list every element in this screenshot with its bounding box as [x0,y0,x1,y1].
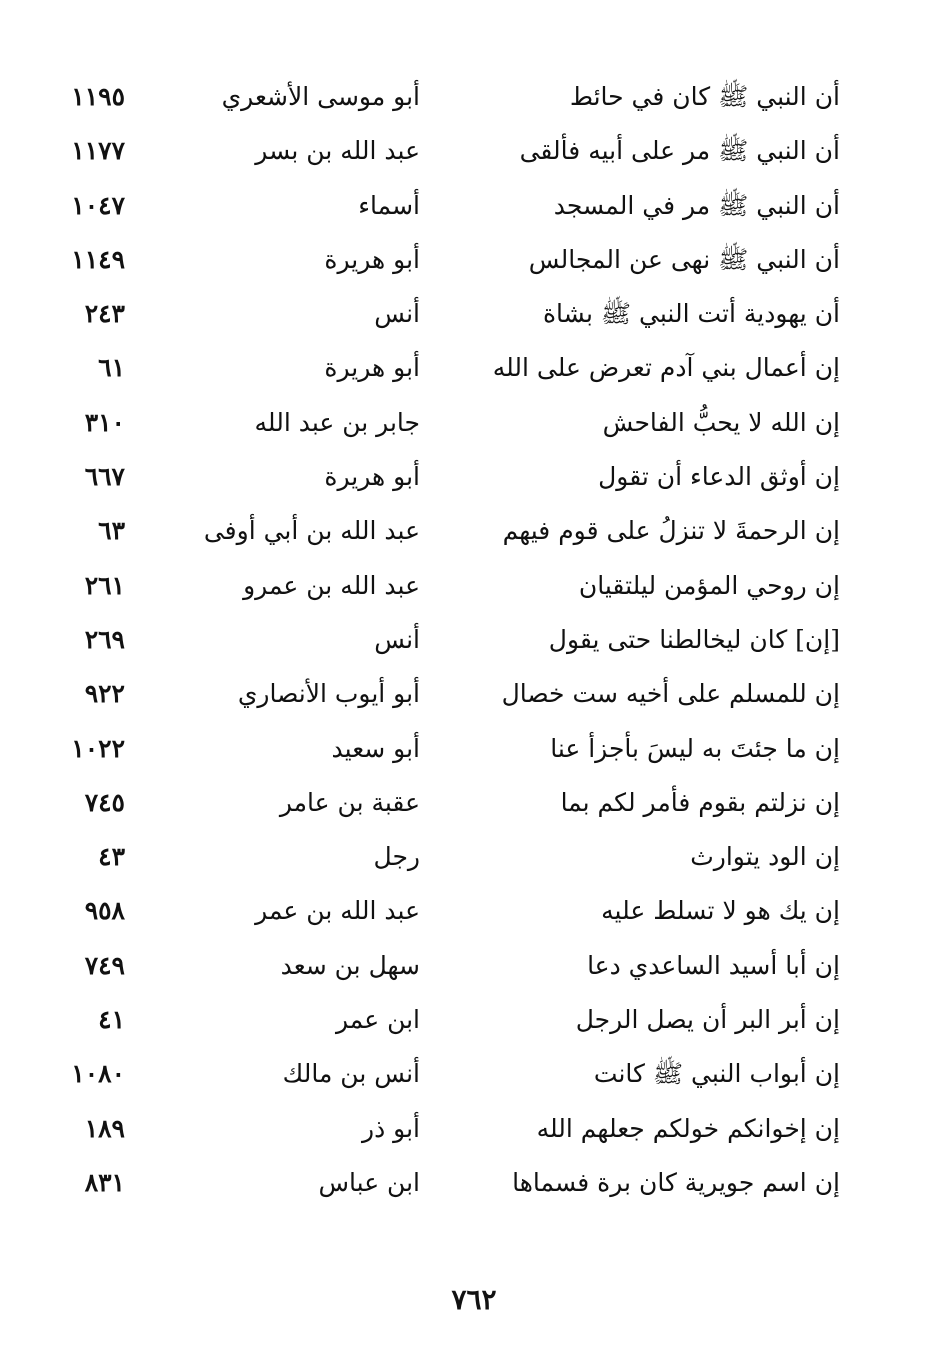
index-row [40,939,840,993]
index-row [40,287,840,341]
hadith-number: ١٠٤٧ [71,190,125,220]
narrator-name: أبو سعيد [331,733,420,763]
hadith-number: ٩٢٢ [84,679,125,709]
hadith-number: ١١٩٥ [71,82,125,111]
narrator-name: أبو هريرة [324,244,420,274]
hadith-opening-text: إن أبر البر أن يصل الرجل [575,1005,840,1035]
index-row [40,993,840,1047]
hadith-number: ١٠٢٢ [71,733,125,763]
narrator-name: أبو ذر [362,1113,420,1143]
narrator-name: أنس بن مالك [282,1059,420,1089]
hadith-number: ٤١ [98,1005,125,1035]
narrator-name: أنس [374,624,420,654]
hadith-opening-text: إن أعمال بني آدم تعرض على الله [492,353,840,383]
hadith-opening-text: أن النبي ﷺ مر على أبيه فألقى [519,136,840,166]
hadith-number: ١١٧٧ [71,136,125,166]
hadith-opening-text: أن النبي ﷺ مر في المسجد [553,190,840,220]
narrator-name: سهل بن سعد [280,950,420,980]
narrator-name: عبد الله بن عمر [255,896,420,926]
hadith-number: ٢٤٣ [84,299,125,329]
narrator-name: عقبة بن عامر [279,787,420,817]
narrator-name: أبو هريرة [324,353,420,383]
narrator-name: أبو موسى الأشعري [221,82,420,111]
hadith-number: ١٨٩ [84,1113,125,1143]
hadith-opening-text: إن الله لا يحبُّ الفاحش [602,407,840,437]
index-row [40,341,840,395]
hadith-number: ١١٤٩ [71,244,125,274]
index-row [40,776,840,830]
narrator-name: ابن عباس [318,1167,420,1197]
hadith-opening-text: إن يك هو لا تسلط عليه [601,896,840,926]
hadith-number: ٩٥٨ [84,896,125,926]
index-row [40,450,840,504]
hadith-number: ٦١ [98,353,125,383]
hadith-opening-text: إن نزلتم بقوم فأمر لكم بما [560,787,840,817]
hadith-opening-text: أن يهودية أتت النبي ﷺ بشاة [542,299,840,329]
index-row [40,1102,840,1156]
narrator-name: أسماء [358,190,420,220]
index-row [40,667,840,721]
narrator-name: أبو هريرة [324,462,420,492]
index-row [40,559,840,613]
page-number: ٧٦٢ [451,1283,497,1316]
hadith-number: ٣١٠ [84,407,125,437]
index-row [40,722,840,776]
narrator-name: أبو أيوب الأنصاري [237,679,420,709]
narrator-name: عبد الله بن بسر [255,136,420,166]
index-row [40,179,840,233]
hadith-number: ٧٤٥ [84,787,125,817]
hadith-number: ٤٣ [98,842,125,872]
hadith-opening-text: إن اسم جويرية كان برة فسماها [512,1167,840,1197]
hadith-opening-text: إن ما جئتَ به ليسَ بأجزأ عنا [550,733,840,763]
hadith-opening-text: إن الود يتوارث [690,842,840,872]
narrator-name: جابر بن عبد الله [254,407,420,437]
hadith-opening-text: إن أبواب النبي ﷺ كانت [593,1059,840,1089]
index-row [40,70,840,124]
narrator-name: رجل [373,842,420,872]
narrator-name: عبد الله بن أبي أوفى [203,516,420,546]
hadith-number: ٢٦٩ [84,624,125,654]
hadith-number: ١٠٨٠ [71,1059,125,1089]
index-row [40,1156,840,1210]
hadith-number: ٧٤٩ [84,950,125,980]
hadith-opening-text: إن أبا أسيد الساعدي دعا [587,950,840,980]
index-row [40,504,840,558]
hadith-number: ٦٣ [98,516,125,546]
hadith-opening-text: إن إخوانكم خولكم جعلهم الله [536,1113,840,1143]
hadith-opening-text: أن النبي ﷺ كان في حائط [569,82,840,111]
narrator-name: عبد الله بن عمرو [243,570,420,600]
index-row [40,613,840,667]
hadith-opening-text: أن النبي ﷺ نهى عن المجالس [528,244,840,274]
index-row [40,1047,840,1101]
hadith-opening-text: إن للمسلم على أخيه ست خصال [501,679,840,709]
hadith-opening-text: إن الرحمةَ لا تنزلُ على قوم فيهم [502,516,840,546]
hadith-number: ٦٦٧ [84,462,125,492]
hadith-index-table [40,70,840,1210]
index-row [40,396,840,450]
index-row [40,884,840,938]
index-row [40,830,840,884]
hadith-opening-text: إن أوثق الدعاء أن تقول [598,462,840,492]
narrator-name: أنس [374,299,420,329]
hadith-number: ٨٣١ [84,1167,125,1197]
index-row [40,233,840,287]
hadith-opening-text: إن روحي المؤمن ليلتقيان [578,570,840,600]
hadith-number: ٢٦١ [84,570,125,600]
narrator-name: ابن عمر [335,1005,420,1035]
index-row [40,124,840,178]
hadith-opening-text: [إن] كان ليخالطنا حتى يقول [548,624,840,654]
